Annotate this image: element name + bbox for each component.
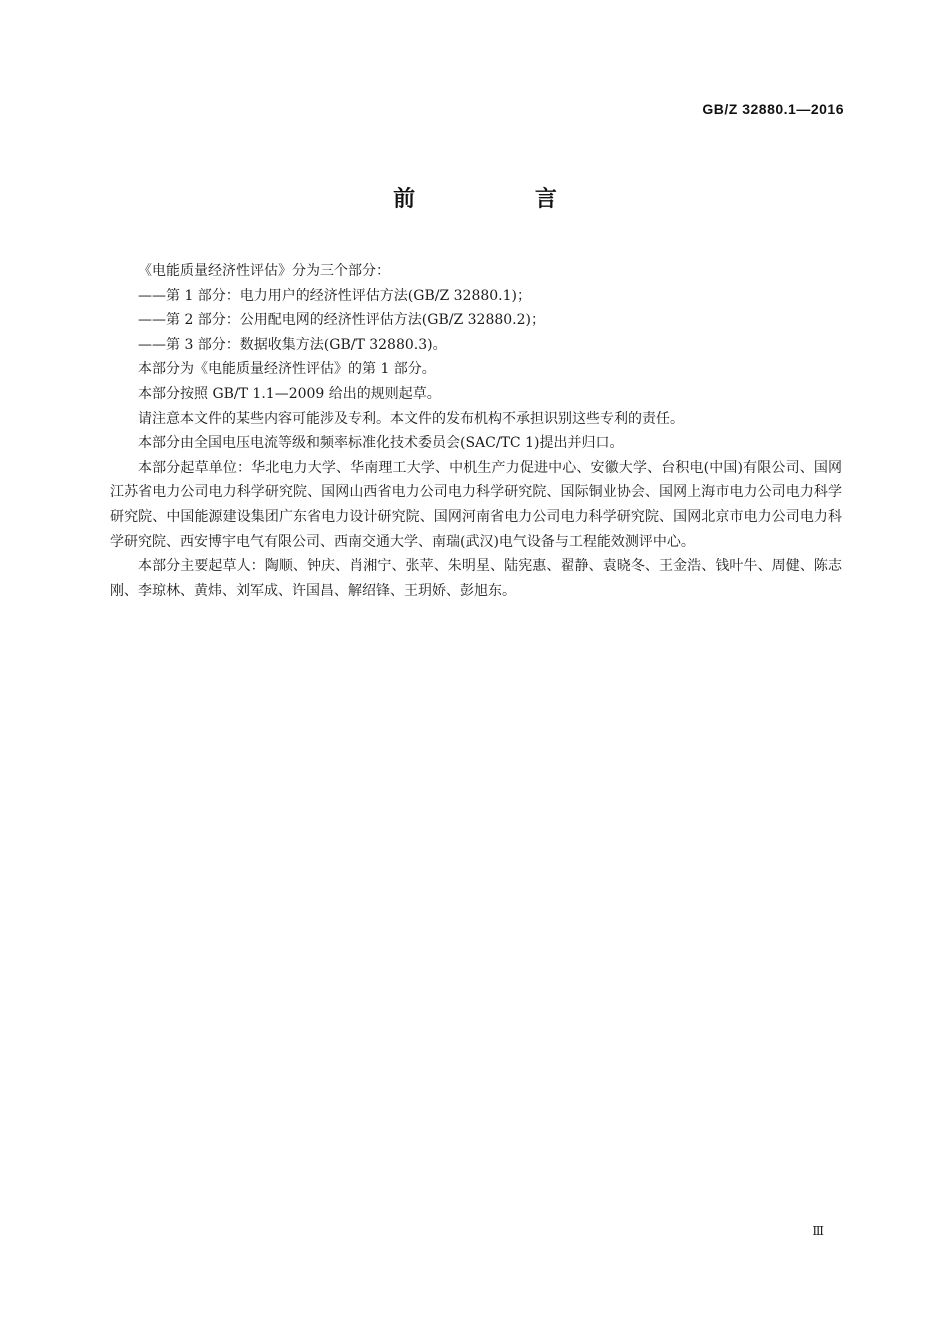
part-2-item: ——第 2 部分：公用配电网的经济性评估方法(GB/Z 32880.2)； (138, 312, 545, 329)
part-3-item: ——第 3 部分：数据收集方法(GB/T 32880.3)。 (138, 336, 447, 353)
patent-notice-paragraph: 请注意本文件的某些内容可能涉及专利。本文件的发布机构不承担识别这些专利的责任。 (138, 410, 684, 427)
foreword-body (110, 259, 842, 603)
page-number: Ⅲ (812, 1224, 824, 1238)
page-title: 前 言 (393, 187, 613, 212)
part-statement-paragraph: 本部分为《电能质量经济性评估》的第 1 部分。 (138, 361, 436, 378)
standard-code: GB/Z 32880.1—2016 (702, 101, 844, 117)
drafters-paragraph: 本部分主要起草人：陶顺、钟庆、肖湘宁、张苹、朱明星、陆宪惠、翟静、袁晓冬、王金浩、钱叶牛、周健、陈志刚、李琼林、黄炜、刘军成、许国昌、解绍锋、王玥娇、彭旭东。 (110, 558, 842, 599)
committee-paragraph: 本部分由全国电压电流等级和频率标准化技术委员会(SAC/TC 1)提出并归口。 (138, 435, 624, 452)
drafting-units-paragraph: 本部分起草单位：华北电力大学、华南理工大学、中机生产力促进中心、安徽大学、台积电(中国)有限公司、国网江苏省电力公司电力科学研究院、国网山西省电力公司电力科学研究院、国际铜业协会、国网上海市电力公司电力科学研究院、中国能源建设集团广东省电力设计研究院、国网河南省电力公司电力科学研究院、国网北京市电力公司电力科学研究院、西安博宇电气有限公司、西南交通大学、南瑞(武汉)电气设备与工程能效测评中心。 (110, 459, 842, 550)
part-1-item: ——第 1 部分：电力用户的经济性评估方法(GB/Z 32880.1)； (138, 287, 531, 304)
drafting-rules-paragraph: 本部分按照 GB/T 1.1—2009 给出的规则起草。 (138, 385, 441, 402)
intro-paragraph: 《电能质量经济性评估》分为三个部分： (138, 263, 390, 279)
